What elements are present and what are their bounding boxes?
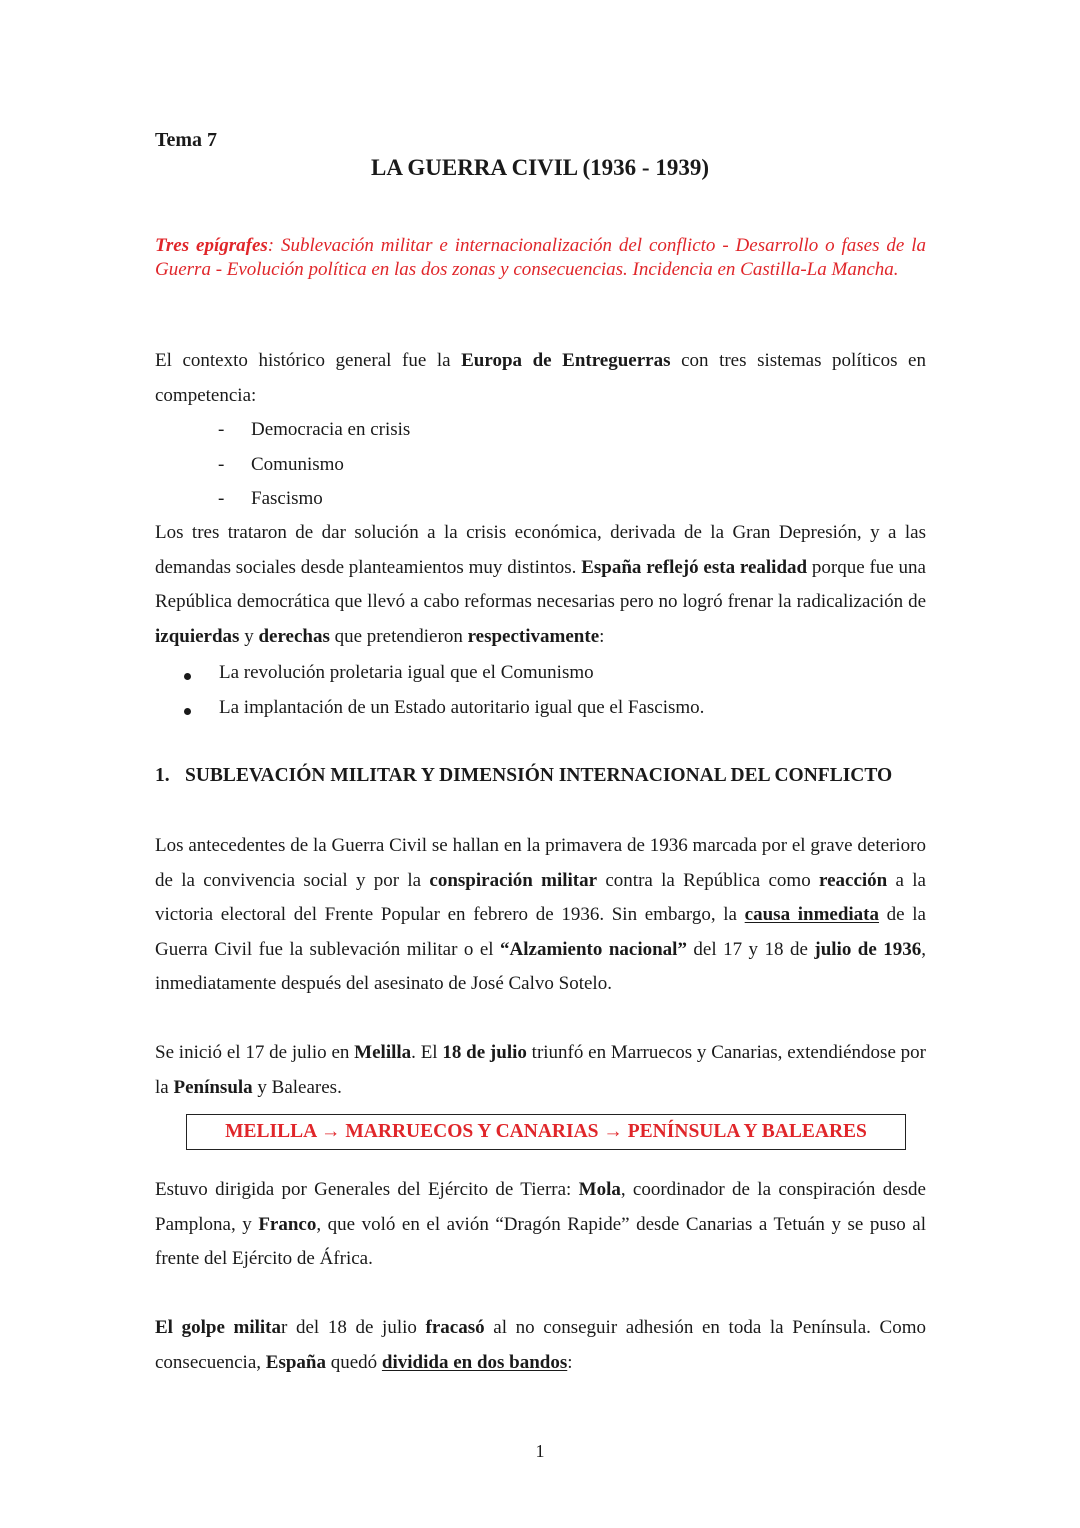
start-paragraph [155,1036,926,1105]
paragraph-bold: El golpe milita [155,1317,282,1338]
paragraph-text: al no conseguir adhesión en toda la Península. Como consecuencia, [155,1317,926,1373]
paragraph-bold: España reflejó esta realidad [581,556,808,578]
intro-bold: Europa de Entreguerras [461,350,671,371]
list-item [218,419,411,441]
coup-paragraph [155,1311,926,1380]
paragraph-text: , que voló en el avión “Dragón Rapide” desde Canarias a Tetuán y se puso al frente del Ejército de África. [155,1213,926,1269]
paragraph-text: que pretendieron [329,625,468,647]
intro-text: con tres sistemas políticos en competencia: [155,350,926,406]
paragraph-bold: Mola [578,1179,621,1200]
intro-paragraph [155,344,926,413]
paragraph-text: de la Guerra Civil fue la sublevación militar o el [155,904,926,960]
paragraph-bold: Franco [258,1213,317,1235]
paragraph-text: : [567,1351,573,1373]
context-paragraph [155,516,926,654]
paragraph-bold: respectivamente [467,625,600,647]
section-number: 1. [155,765,170,786]
epigraphs-note [155,234,926,281]
paragraph-text: y [239,625,259,647]
paragraph-bold: fracasó [425,1317,485,1338]
paragraph-bold: España [265,1351,326,1373]
paragraph-bold: reacción [819,869,888,891]
section-heading [155,765,892,787]
paragraph-text: Los tres trataron de dar solución a la crisis económica, derivada de la Gran Depresión, y a las demandas sociales desde planteamientos muy distintos. [155,522,926,578]
paragraph-text: contra la República como [597,869,819,891]
paragraph-bold: “Alzamiento nacional” [500,938,687,960]
dash-marker: - [218,454,225,475]
paragraph-bold: Melilla [354,1042,412,1063]
list-item-text: Comunismo [251,454,344,475]
paragraph-text: quedó [325,1351,382,1373]
bullet-text: La implantación de un Estado autoritario igual que el Fascismo. [219,697,705,718]
paragraph-text: del 17 y 18 de [686,938,815,960]
paragraph-bold: conspiración militar [429,869,598,891]
epigraphs-text: : Sublevación militar e internacionalización del conflicto - Desarrollo o fases de la Guerra - Evolución política en las dos zonas y consecuencias. Incidencia en Castilla-La Mancha. [155,235,926,280]
dash-marker: - [218,419,225,440]
bullet-text: La revolución proletaria igual que el Comunismo [219,662,594,683]
epigraphs-label: Tres epígrafes [155,235,268,256]
page-title: LA GUERRA CIVIL (1936 - 1939) [370,155,709,180]
intro-text: El contexto histórico general fue la [155,350,462,371]
dash-marker: - [218,488,225,509]
list-item-text: Fascismo [251,488,323,509]
paragraph-bold: izquierdas [155,625,240,647]
paragraph-bold-underlined: dividida en dos bandos [381,1351,568,1373]
list-item [218,488,323,510]
leaders-paragraph [155,1173,926,1277]
paragraph-text: r del 18 de julio [281,1317,426,1338]
paragraph-text: . El [411,1042,443,1063]
list-item-text: Democracia en crisis [251,419,411,440]
paragraph-bold: Península [173,1076,253,1098]
paragraph-text: , coordinador de la conspiración desde Pamplona, y [155,1179,926,1235]
paragraph-text: Estuvo dirigida por Generales del Ejército de Tierra: [155,1179,579,1200]
paragraph-text: : [599,625,605,647]
paragraph-text: Se inició el 17 de julio en [155,1042,355,1063]
sequence-box: MELILLA → MARRUECOS Y CANARIAS → PENÍNSULA Y BALEARES [186,1114,906,1150]
paragraph-bold-underlined: causa inmediata [744,904,880,925]
paragraph-text: , inmediatamente después del asesinato de José Calvo Sotelo. [155,938,926,994]
list-item [218,454,344,476]
antecedents-paragraph [155,829,926,1002]
bullet-icon [184,708,191,715]
paragraph-bold: 18 de julio [442,1042,527,1063]
paragraph-text: porque fue una República democrática que llevó a cabo reformas necesarias pero no logró frenar la radicalización de [155,556,926,612]
paragraph-text: y Baleares. [252,1076,342,1098]
paragraph-text: a la victoria electoral del Frente Popular en febrero de 1936. Sin embargo, la [155,869,926,925]
paragraph-text: Los antecedentes de la Guerra Civil se hallan en la primavera de 1936 marcada por el grave deterioro de la convivencia social y por la [155,835,926,891]
topic-label: Tema 7 [155,129,218,151]
paragraph-text: triunfó en Marruecos y Canarias, extendiéndose por la [155,1042,926,1098]
bullet-icon [184,673,191,680]
section-heading-text: SUBLEVACIÓN MILITAR Y DIMENSIÓN INTERNACIONAL DEL CONFLICTO [185,765,893,786]
paragraph-bold: derechas [258,625,330,647]
paragraph-bold: julio de 1936 [814,938,922,960]
page-number: 1 [535,1441,545,1461]
